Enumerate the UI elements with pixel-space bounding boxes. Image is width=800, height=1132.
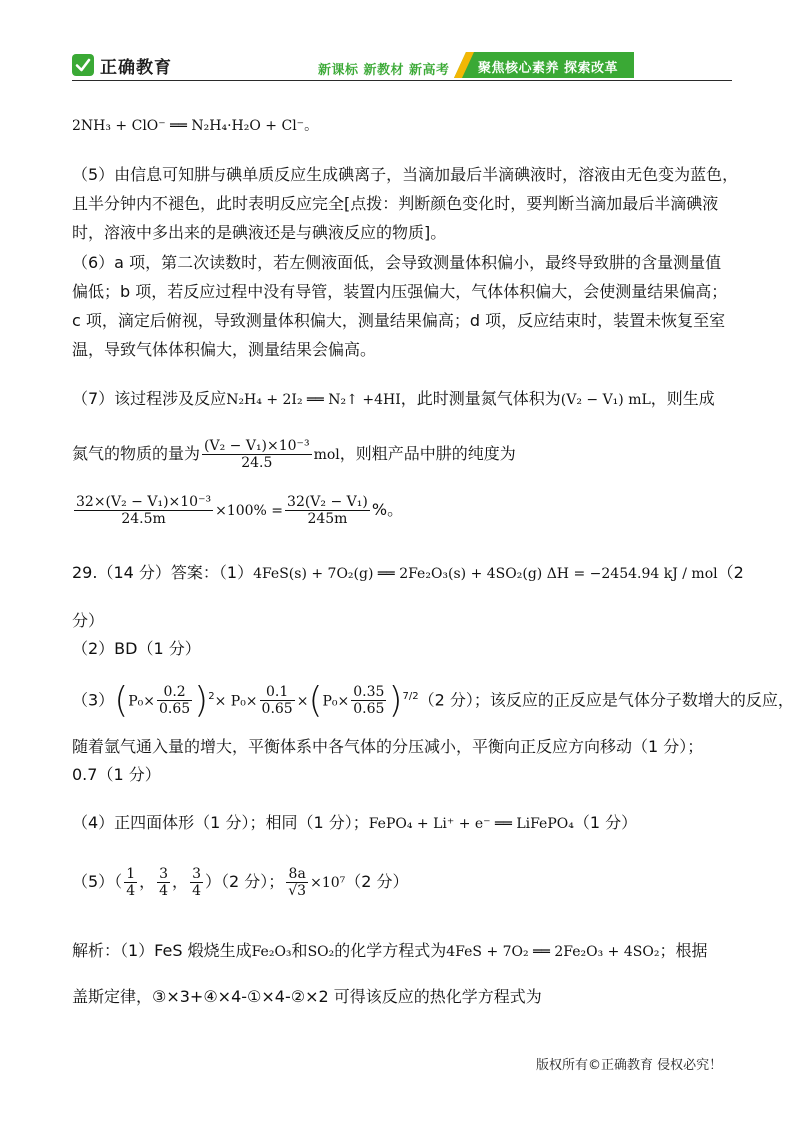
paragraph-6-line-2: 偏低；b 项，若反应过程中没有导管，装置内压强偏大，气体体积偏大，会使测量结果偏高； (72, 282, 728, 301)
fraction: $\frac{1}{4}$ (126, 865, 136, 899)
q29-answer-2: （2）BD（1 分） (72, 639, 201, 658)
paragraph-5-line-3: 时，溶液中多出来的是碘液还是与碘液反应的物质]。 (72, 223, 447, 242)
q29-answer-3-line-3: 0.7（1 分） (72, 765, 161, 784)
header-slogan-right: 聚焦核心素养 探索改革 (478, 61, 619, 76)
analysis-line-2: 盖斯定律，③×3+④×4-①×4-②×2 可得该反应的热化学方程式为 (72, 987, 542, 1006)
q29-answer-4: （4）正四面体形（1 分）；相同（1 分）；FePO₄ + Li⁺ + e⁻ ══ LiFePO₄（1 分） (72, 813, 638, 832)
fraction: $\frac{\text{32×(V₂ − V₁)×10⁻³}}{24.5m}$ (76, 493, 212, 527)
paragraph-7-line-1: （7）该过程涉及反应N₂H₄ + 2I₂ ══ N₂↑ +4HI，此时测量氮气体积为(V₂ − V₁) mL，则生成 (72, 389, 715, 408)
fraction: $\frac{0.2}{0.65}$ (159, 684, 191, 718)
equation: N₂H₄ + 2I₂ ══ N₂↑ +4HI (226, 392, 401, 408)
fraction: $\frac{3}{4}$ (159, 865, 169, 899)
equation-line (72, 108, 732, 143)
header-banner (454, 52, 634, 78)
purity-formula: $\frac{\text{32×(V₂ − V₁)×10⁻³}}{24.5m}$ ×100% = $\frac{\text{32(V₂ − V₁)}}{245m}$ %。 (76, 493, 404, 527)
copyright-footer: 版权所有©正确教育 侵权必究！ (536, 1058, 723, 1073)
fraction: $\frac{8a}{√3}$ (288, 865, 307, 899)
paragraph-5-line-2: 且半分钟内不褪色，此时表明反应完全[点拨：判断颜色变化时，要判断当滴加最后半滴碘液 (72, 194, 719, 213)
q29-answer-1-cont: 分） (72, 611, 105, 630)
equation: 4FeS(s) + 7O₂(g) ══ 2Fe₂O₃(s) + 4SO₂(g) ΔH = −2454.94 kJ / mol (253, 566, 718, 582)
equation: 4FeS + 7O₂ ══ 2Fe₂O₃ + 4SO₂ (446, 944, 660, 960)
brand-name: 正确教育 (100, 57, 172, 78)
q29-answer-1: 29.（14 分）答案：（1）4FeS(s) + 7O₂(g) ══ 2Fe₂O₃(s) + 4SO₂(g) ΔH = −2454.94 kJ / mol（2 (72, 563, 744, 582)
check-icon (72, 54, 94, 76)
q29-answer-3: （3）(P₀× $\frac{0.2}{0.65}$ )$^2$× P₀× $\frac{0.1}{0.65}$ ×(P₀× $\frac{0.35}{0.65}$ )$^{7/2}$（2 分）；该反应的正反应是气体分子数增大的反应， (72, 679, 794, 721)
fraction: $\frac{3}{4}$ (192, 865, 201, 899)
brand-logo (72, 52, 172, 78)
fraction: $\frac{\text{(V₂ − V₁)×10⁻³}}{24.5}$ (204, 437, 310, 471)
fraction: $\frac{\text{32(V₂ − V₁)}}{245m}$ (287, 493, 368, 527)
volume-expression: (V₂ − V₁) mL (560, 392, 651, 408)
fraction: $\frac{0.1}{0.65}$ (261, 684, 293, 718)
paragraph-7-line-2: 氮气的物质的量为 $\frac{\text{(V₂ − V₁)×10⁻³}}{24.5}$ mol，则粗产品中肼的纯度为 (72, 437, 516, 471)
header-divider (72, 80, 732, 81)
q29-answer-3-line-2: 随着氩气通入量的增大，平衡体系中各气体的分压减小，平衡向正反应方向移动（1 分）； (72, 737, 704, 756)
paragraph-6-line-1: （6）a 项，第二次读数时，若左侧液面低，会导致测量体积偏小，最终导致肼的含量测量值 (72, 253, 722, 272)
fraction: $\frac{0.35}{0.65}$ (353, 684, 385, 718)
analysis-line-1: 解析：（1）FeS 煅烧生成Fe₂O₃和SO₂的化学方程式为4FeS + 7O₂ ══ 2Fe₂O₃ + 4SO₂；根据 (72, 941, 708, 960)
equation: 2NH₃ + ClO⁻ ══ N₂H₄·H₂O + Cl⁻。 (72, 118, 319, 134)
q29-answer-5: （5）（ $\frac{1}{4}$ ， $\frac{3}{4}$ ， $\frac{3}{4}$ ）（2 分）； $\frac{8a}{√3}$ ×10⁷（2 分） (72, 865, 409, 899)
paragraph-5-line-1: （5）由信息可知肼与碘单质反应生成碘离子，当滴加最后半滴碘液时，溶液由无色变为蓝色， (72, 165, 739, 184)
paragraph-6-line-3: c 项，滴定后俯视，导致测量体积偏大，测量结果偏高；d 项，反应结束时，装置未恢复至室 (72, 311, 726, 330)
paragraph-6-line-4: 温，导致气体体积偏大，测量结果会偏高。 (72, 340, 377, 359)
header-slogan-left: 新课标 新教材 新高考 (318, 63, 450, 78)
equation: FePO₄ + Li⁺ + e⁻ ══ LiFePO₄ (368, 816, 574, 832)
